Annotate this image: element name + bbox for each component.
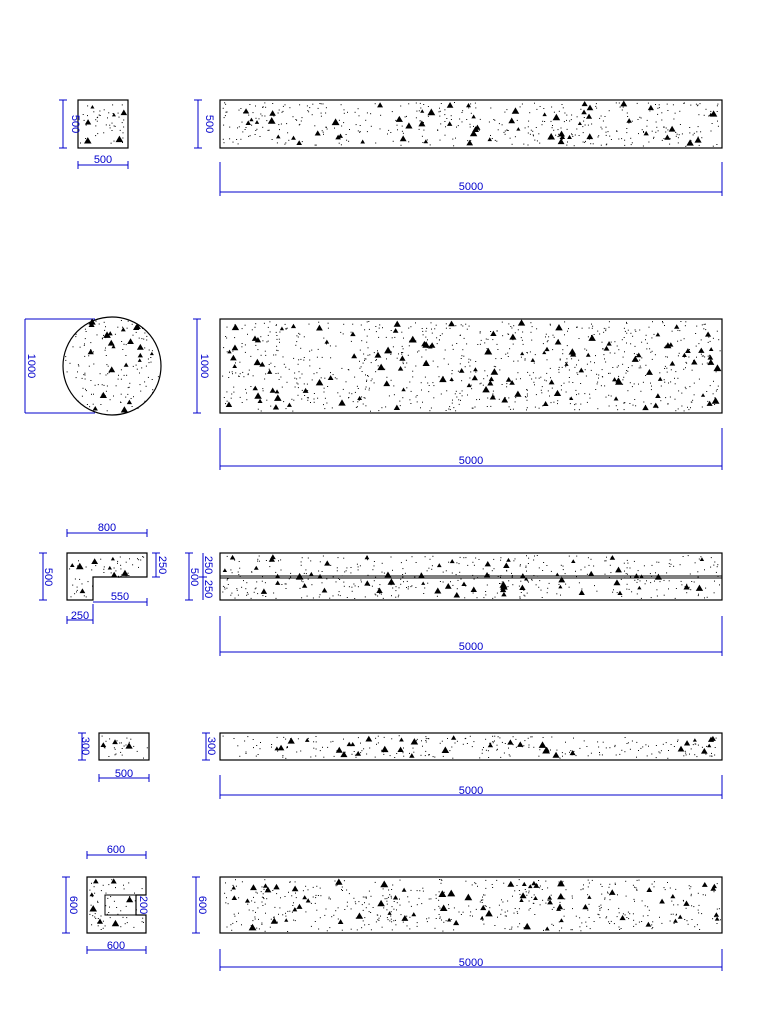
circle-section <box>25 317 161 415</box>
stepped-elevation <box>185 553 722 656</box>
circle-elevation-outline <box>220 319 722 413</box>
elevation-total-label: 500 <box>188 567 200 587</box>
web-width-label: 250 <box>70 610 90 622</box>
notched-bottom-width-label: 600 <box>106 940 126 952</box>
stepped-height-label: 500 <box>42 567 54 587</box>
elevation-height-label: 300 <box>205 736 217 756</box>
rect-section <box>78 733 149 782</box>
elevation-length-label: 5000 <box>458 957 484 969</box>
step-height-label: 250 <box>156 555 168 575</box>
elevation-height-label: 500 <box>203 114 215 134</box>
notched-top-width-label: 600 <box>106 844 126 856</box>
section-width-label: 500 <box>114 768 134 780</box>
notch-height-label: 200 <box>137 895 149 915</box>
slab-strip-group <box>78 733 722 799</box>
step-length-label: 550 <box>110 591 130 603</box>
concrete-hatch <box>65 101 721 932</box>
elevation-length-label: 5000 <box>458 181 484 193</box>
stepped-section-outline <box>67 553 147 600</box>
circle-elevation <box>193 319 722 470</box>
elevation-length-label: 5000 <box>458 641 484 653</box>
section-height-label: 500 <box>69 114 81 134</box>
elevation-length-label: 5000 <box>458 455 484 467</box>
section-width-label: 500 <box>93 154 113 166</box>
elevation-height-label: 1000 <box>198 353 210 379</box>
stepped-beam-group <box>39 522 722 656</box>
stepped-width-label: 800 <box>97 522 117 534</box>
elevation-upper-label: 250 <box>202 555 214 575</box>
notched-elevation-outline <box>220 877 722 933</box>
circle-diameter-label: 1000 <box>25 353 37 379</box>
elevation-lower-label: 250 <box>202 579 214 599</box>
elevation-length-label: 5000 <box>458 785 484 797</box>
elevation-height-label: 600 <box>196 895 208 915</box>
square-beam-group <box>59 100 722 196</box>
notched-block-group <box>62 844 722 971</box>
square-section <box>59 100 128 169</box>
rect-elevation <box>202 733 722 799</box>
section-height-label: 300 <box>79 736 91 756</box>
notched-height-label: 600 <box>67 895 79 915</box>
